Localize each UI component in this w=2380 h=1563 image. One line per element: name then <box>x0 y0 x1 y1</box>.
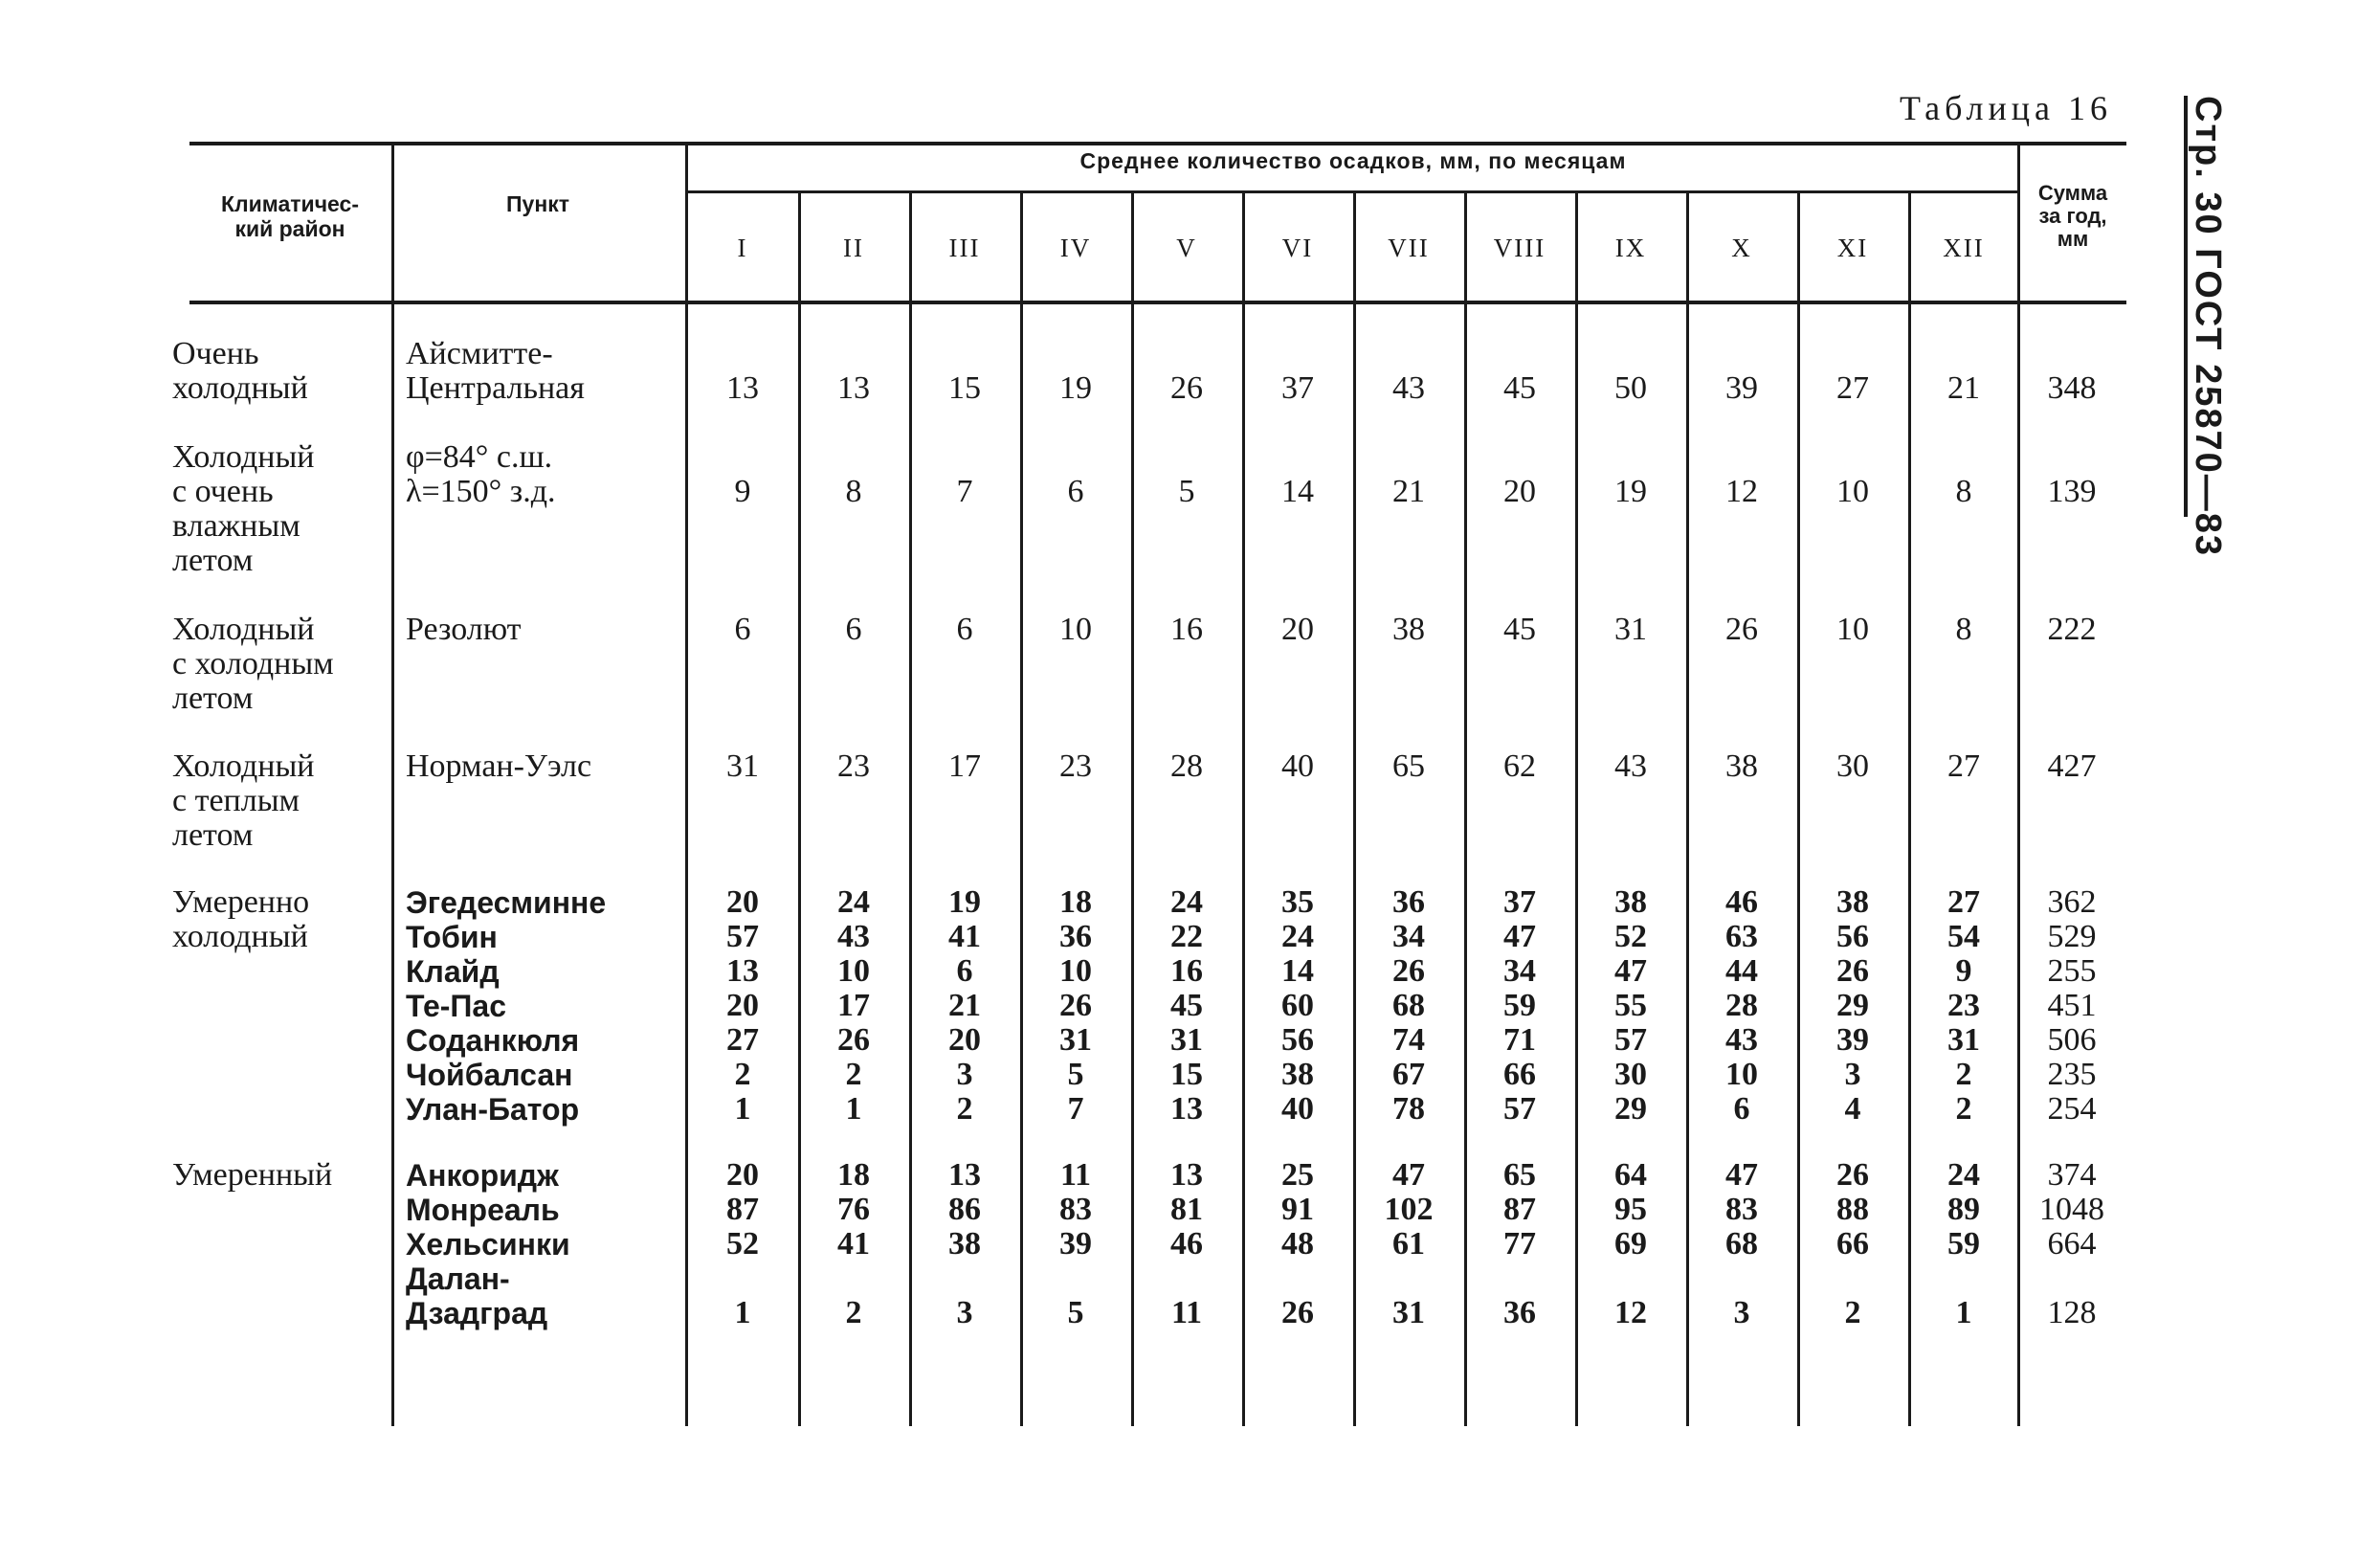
month-value: 38 <box>948 1226 981 1262</box>
month-value: 20 <box>1503 474 1536 509</box>
month-value: 6 <box>956 612 973 647</box>
month-value: 24 <box>837 884 870 920</box>
annual-total: 255 <box>2047 953 2097 989</box>
month-value: 14 <box>1281 953 1314 989</box>
month-value: 10 <box>1059 953 1092 989</box>
month-value: 26 <box>1281 1295 1314 1330</box>
month-header-IX: IX <box>1614 234 1647 262</box>
month-value: 74 <box>1392 1022 1425 1058</box>
month-value: 31 <box>1392 1295 1425 1330</box>
month-value: 9 <box>734 474 751 509</box>
climate-district: Холодный с теплым летом <box>172 748 315 853</box>
month-value: 1 <box>734 1295 751 1330</box>
month-value: 40 <box>1281 748 1314 784</box>
month-value: 27 <box>1947 884 1980 920</box>
month-value: 5 <box>1178 474 1195 509</box>
month-value: 50 <box>1614 370 1647 406</box>
climate-district: Холодный с очень влажным летом <box>172 439 315 578</box>
month-value: 43 <box>1392 370 1425 406</box>
month-value: 38 <box>1614 884 1647 920</box>
annual-total: 128 <box>2047 1295 2097 1330</box>
month-value: 13 <box>726 370 759 406</box>
header-bottom-rule <box>189 301 2126 304</box>
month-value: 57 <box>726 919 759 954</box>
month-value: 63 <box>1725 919 1758 954</box>
month-value: 5 <box>1067 1295 1084 1330</box>
month-value: 24 <box>1281 919 1314 954</box>
month-value: 26 <box>1725 612 1758 647</box>
month-value: 28 <box>1725 988 1758 1023</box>
month-value: 18 <box>1059 884 1092 920</box>
month-value: 10 <box>1836 474 1869 509</box>
month-value: 56 <box>1836 919 1869 954</box>
month-value: 43 <box>1614 748 1647 784</box>
month-value: 9 <box>1955 953 1972 989</box>
month-value: 27 <box>726 1022 759 1058</box>
annual-total: 235 <box>2047 1057 2097 1092</box>
month-value: 4 <box>1844 1091 1861 1127</box>
month-value: 14 <box>1281 474 1314 509</box>
month-value: 26 <box>1836 953 1869 989</box>
month-header-III: III <box>948 234 981 262</box>
station-name: Хельсинки <box>406 1227 570 1262</box>
month-value: 20 <box>726 1157 759 1193</box>
climate-district: Умеренный <box>172 1157 333 1193</box>
annual-total: 1048 <box>2039 1192 2104 1227</box>
climate-district: Умеренно холодный <box>172 884 310 954</box>
month-value: 28 <box>1170 748 1203 784</box>
month-value: 17 <box>837 988 870 1023</box>
month-value: 8 <box>1955 612 1972 647</box>
month-value: 10 <box>1836 612 1869 647</box>
month-value: 43 <box>1725 1022 1758 1058</box>
station-name: Далан- Дзадград <box>406 1262 548 1330</box>
month-value: 47 <box>1725 1157 1758 1193</box>
month-value: 87 <box>726 1192 759 1227</box>
month-value: 59 <box>1947 1226 1980 1262</box>
month-value: 19 <box>948 884 981 920</box>
month-value: 1 <box>734 1091 751 1127</box>
station-name: Анкоридж <box>406 1158 559 1193</box>
month-value: 21 <box>1392 474 1425 509</box>
station-header: Пункт <box>506 191 569 216</box>
month-value: 45 <box>1503 370 1536 406</box>
month-value: 31 <box>1947 1022 1980 1058</box>
station-name: Норман-Уэлс <box>406 748 592 784</box>
month-value: 59 <box>1503 988 1536 1023</box>
month-value: 8 <box>845 474 862 509</box>
month-value: 77 <box>1503 1226 1536 1262</box>
month-value: 76 <box>837 1192 870 1227</box>
month-value: 89 <box>1947 1192 1980 1227</box>
annual-total: 506 <box>2047 1022 2097 1058</box>
station-name: Эгедесминне <box>406 885 607 920</box>
month-value: 10 <box>1725 1057 1758 1092</box>
month-value: 20 <box>948 1022 981 1058</box>
month-value: 16 <box>1170 953 1203 989</box>
month-value: 30 <box>1614 1057 1647 1092</box>
climate-district: Очень холодный <box>172 336 308 406</box>
annual-total: 529 <box>2047 919 2097 954</box>
month-value: 6 <box>734 612 751 647</box>
month-value: 13 <box>726 953 759 989</box>
month-value: 10 <box>837 953 870 989</box>
month-value: 31 <box>726 748 759 784</box>
annual-total: 427 <box>2047 748 2097 784</box>
month-header-XI: XI <box>1836 234 1869 262</box>
month-value: 34 <box>1392 919 1425 954</box>
month-header-I: I <box>737 234 748 262</box>
month-value: 95 <box>1614 1192 1647 1227</box>
month-value: 55 <box>1614 988 1647 1023</box>
month-value: 26 <box>1392 953 1425 989</box>
month-value: 25 <box>1281 1157 1314 1193</box>
month-value: 2 <box>1955 1057 1972 1092</box>
month-value: 7 <box>1067 1091 1084 1127</box>
station-name: Айсмитте- Центральная <box>406 336 585 406</box>
month-value: 38 <box>1281 1057 1314 1092</box>
month-value: 83 <box>1725 1192 1758 1227</box>
month-value: 39 <box>1059 1226 1092 1262</box>
month-value: 13 <box>837 370 870 406</box>
month-value: 12 <box>1614 1295 1647 1330</box>
month-value: 65 <box>1503 1157 1536 1193</box>
month-value: 23 <box>1947 988 1980 1023</box>
month-header-V: V <box>1176 234 1197 262</box>
month-value: 2 <box>1955 1091 1972 1127</box>
annual-total: 374 <box>2047 1157 2097 1193</box>
month-header-VIII: VIII <box>1493 234 1546 262</box>
station-name: Тобин <box>406 920 498 954</box>
annual-total: 222 <box>2047 612 2097 647</box>
month-value: 47 <box>1392 1157 1425 1193</box>
month-value: 1 <box>1955 1295 1972 1330</box>
month-value: 66 <box>1503 1057 1536 1092</box>
months-group-header: Среднее количество осадков, мм, по месяцам <box>1079 148 1627 173</box>
district-header: Климатичес- кий район <box>221 191 359 241</box>
month-value: 13 <box>948 1157 981 1193</box>
month-value: 6 <box>845 612 862 647</box>
month-value: 46 <box>1725 884 1758 920</box>
month-header-VII: VII <box>1388 234 1430 262</box>
side-page-label: Стр. 30 ГОСТ 25870—83 <box>2188 96 2228 558</box>
month-value: 3 <box>1733 1295 1750 1330</box>
annual-total: 254 <box>2047 1091 2097 1127</box>
month-value: 2 <box>956 1091 973 1127</box>
month-value: 36 <box>1503 1295 1536 1330</box>
month-value: 24 <box>1170 884 1203 920</box>
month-value: 68 <box>1392 988 1425 1023</box>
station-column-rule <box>391 144 394 1426</box>
month-value: 56 <box>1281 1022 1314 1058</box>
station-name: Резолют <box>406 612 522 647</box>
total-header: Сумма за год, мм <box>2037 181 2108 251</box>
month-value: 41 <box>948 919 981 954</box>
month-value: 46 <box>1170 1226 1203 1262</box>
month-value: 6 <box>1733 1091 1750 1127</box>
month-value: 62 <box>1503 748 1536 784</box>
month-value: 69 <box>1614 1226 1647 1262</box>
month-value: 3 <box>956 1057 973 1092</box>
annual-total: 348 <box>2047 370 2097 406</box>
month-value: 88 <box>1836 1192 1869 1227</box>
month-value: 13 <box>1170 1091 1203 1127</box>
month-value: 2 <box>1844 1295 1861 1330</box>
station-name: Те-Пас <box>406 989 506 1023</box>
month-value: 37 <box>1281 370 1314 406</box>
station-name: Чойбалсан <box>406 1058 573 1092</box>
month-value: 26 <box>1059 988 1092 1023</box>
month-value: 60 <box>1281 988 1314 1023</box>
month-value: 41 <box>837 1226 870 1262</box>
month-value: 2 <box>734 1057 751 1092</box>
month-value: 20 <box>726 884 759 920</box>
month-value: 37 <box>1503 884 1536 920</box>
month-value: 18 <box>837 1157 870 1193</box>
month-header-VI: VI <box>1281 234 1314 262</box>
month-value: 26 <box>1170 370 1203 406</box>
month-value: 19 <box>1614 474 1647 509</box>
annual-total: 451 <box>2047 988 2097 1023</box>
month-value: 57 <box>1614 1022 1647 1058</box>
month-value: 11 <box>1059 1157 1092 1193</box>
month-value: 27 <box>1836 370 1869 406</box>
month-header-XII: XII <box>1943 234 1985 262</box>
month-value: 2 <box>845 1295 862 1330</box>
month-value: 19 <box>1059 370 1092 406</box>
month-value: 67 <box>1392 1057 1425 1092</box>
month-value: 81 <box>1170 1192 1203 1227</box>
month-value: 87 <box>1503 1192 1536 1227</box>
month-value: 65 <box>1392 748 1425 784</box>
month-value: 24 <box>1947 1157 1980 1193</box>
month-value: 57 <box>1503 1091 1536 1127</box>
month-value: 34 <box>1503 953 1536 989</box>
month-value: 52 <box>1614 919 1647 954</box>
month-value: 30 <box>1836 748 1869 784</box>
month-value: 7 <box>956 474 973 509</box>
month-value: 44 <box>1725 953 1758 989</box>
month-value: 11 <box>1170 1295 1203 1330</box>
month-value: 43 <box>837 919 870 954</box>
month-value: 45 <box>1170 988 1203 1023</box>
month-value: 20 <box>1281 612 1314 647</box>
month-value: 1 <box>845 1091 862 1127</box>
annual-total: 139 <box>2047 474 2097 509</box>
annual-total: 664 <box>2047 1226 2097 1262</box>
month-value: 6 <box>1067 474 1084 509</box>
month-value: 47 <box>1503 919 1536 954</box>
month-value: 39 <box>1836 1022 1869 1058</box>
month-value: 2 <box>845 1057 862 1092</box>
table-top-rule <box>189 142 2126 145</box>
month-value: 102 <box>1384 1192 1434 1227</box>
station-name: φ=84° с.ш. λ=150° з.д. <box>406 439 556 509</box>
month-value: 45 <box>1503 612 1536 647</box>
station-name: Соданкюля <box>406 1023 580 1058</box>
station-name: Монреаль <box>406 1193 560 1227</box>
month-value: 17 <box>948 748 981 784</box>
station-name: Улан-Батор <box>406 1092 580 1127</box>
month-value: 23 <box>1059 748 1092 784</box>
month-value: 66 <box>1836 1226 1869 1262</box>
month-value: 86 <box>948 1192 981 1227</box>
month-value: 26 <box>1836 1157 1869 1193</box>
climate-district: Холодный с холодным летом <box>172 612 334 716</box>
month-value: 3 <box>1844 1057 1861 1092</box>
month-value: 78 <box>1392 1091 1425 1127</box>
month-value: 38 <box>1392 612 1425 647</box>
month-value: 13 <box>1170 1157 1203 1193</box>
month-value: 36 <box>1392 884 1425 920</box>
month-value: 68 <box>1725 1226 1758 1262</box>
month-value: 36 <box>1059 919 1092 954</box>
month-value: 40 <box>1281 1091 1314 1127</box>
month-header-IV: IV <box>1059 234 1092 262</box>
month-value: 35 <box>1281 884 1314 920</box>
month-value: 23 <box>837 748 870 784</box>
month-value: 12 <box>1725 474 1758 509</box>
month-value: 8 <box>1955 474 1972 509</box>
table-title: Таблица 16 <box>1900 89 2112 127</box>
month-value: 29 <box>1614 1091 1647 1127</box>
month-value: 6 <box>956 953 973 989</box>
month-value: 21 <box>948 988 981 1023</box>
month-value: 38 <box>1836 884 1869 920</box>
station-name: Клайд <box>406 954 500 989</box>
month-value: 10 <box>1059 612 1092 647</box>
annual-total: 362 <box>2047 884 2097 920</box>
month-value: 21 <box>1947 370 1980 406</box>
month-value: 47 <box>1614 953 1647 989</box>
month-value: 31 <box>1059 1022 1092 1058</box>
month-value: 54 <box>1947 919 1980 954</box>
month-value: 39 <box>1725 370 1758 406</box>
month-value: 27 <box>1947 748 1980 784</box>
month-value: 20 <box>726 988 759 1023</box>
month-value: 16 <box>1170 612 1203 647</box>
month-value: 52 <box>726 1226 759 1262</box>
month-value: 15 <box>1170 1057 1203 1092</box>
month-value: 22 <box>1170 919 1203 954</box>
month-value: 29 <box>1836 988 1869 1023</box>
month-value: 71 <box>1503 1022 1536 1058</box>
month-value: 48 <box>1281 1226 1314 1262</box>
month-value: 61 <box>1392 1226 1425 1262</box>
month-value: 64 <box>1614 1157 1647 1193</box>
month-value: 3 <box>956 1295 973 1330</box>
month-value: 15 <box>948 370 981 406</box>
month-header-II: II <box>843 234 864 262</box>
month-value: 31 <box>1614 612 1647 647</box>
month-value: 91 <box>1281 1192 1314 1227</box>
month-value: 31 <box>1170 1022 1203 1058</box>
month-value: 83 <box>1059 1192 1092 1227</box>
month-value: 38 <box>1725 748 1758 784</box>
month-value: 5 <box>1067 1057 1084 1092</box>
month-header-X: X <box>1731 234 1752 262</box>
month-value: 26 <box>837 1022 870 1058</box>
